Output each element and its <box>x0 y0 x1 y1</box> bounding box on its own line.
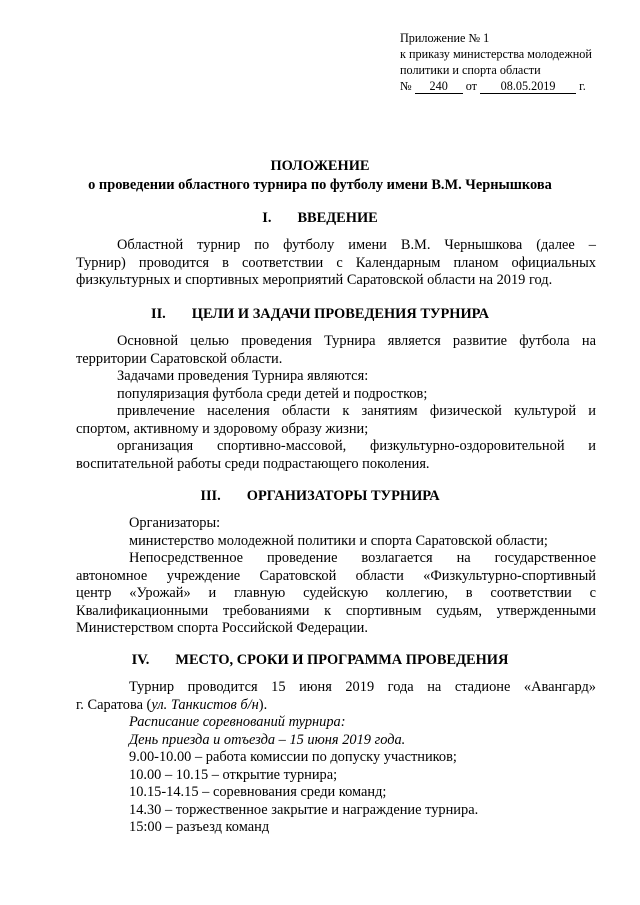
venue-city: г. Саратова ( <box>76 696 152 713</box>
goals-line-4: популяризация футбола среди детей и подростков; <box>117 385 428 402</box>
order-date-label: от <box>465 79 477 93</box>
goals-line-3: Задачами проведения Турнира являются: <box>117 368 369 384</box>
section-4-title: МЕСТО, СРОКИ И ПРОГРАММА ПРОВЕДЕНИЯ <box>175 652 509 668</box>
venue-line-1: Турнир проводится 15 июня 2019 года на стадионе «Авангард» <box>129 679 596 695</box>
schedule-item-3: 10.15-14.15 – соревнования среди команд; <box>129 784 387 800</box>
document-subtitle: о проведении областного турнира по футболу имени В.М. Чернышкова <box>88 177 552 193</box>
section-2-title: ЦЕЛИ И ЗАДАЧИ ПРОВЕДЕНИЯ ТУРНИРА <box>191 306 489 322</box>
appendix-line-2: к приказу министерства молодежной <box>400 47 592 61</box>
organizers-line-4: автономное учреждение Саратовской области «Физкультурно-спортивный <box>76 567 596 584</box>
section-2-number: II. <box>150 306 166 322</box>
schedule-arrival: День приезда и отъезда – 15 июня 2019 года. <box>129 731 406 748</box>
appendix-line-1: Приложение № 1 <box>400 31 490 45</box>
goals-line-5: привлечение населения области к занятиям физической культурой и <box>117 403 596 419</box>
order-date: 08.05.2019 <box>480 80 576 94</box>
section-1-number: I. <box>262 210 272 226</box>
schedule-item-5: 15:00 – разъезд команд <box>129 819 270 835</box>
section-1-heading <box>0 210 640 227</box>
organizers-line-3: Непосредственное проведение возлагается на государственное <box>129 550 596 566</box>
organizers-paragraph <box>76 515 596 638</box>
intro-paragraph <box>76 237 596 290</box>
organizers-line-2: министерство молодежной политики и спорта Саратовской области; <box>129 532 548 549</box>
organizers-line-7: Министерством спорта Российской Федерации. <box>76 620 368 636</box>
schedule-item-4: 14.30 – торжественное закрытие и награждение турнира. <box>129 801 479 818</box>
section-3-number: III. <box>200 488 221 504</box>
intro-line-3: физкультурных и спортивных мероприятий Саратовской области на 2019 год. <box>76 272 553 288</box>
venue-paragraph <box>76 679 596 837</box>
order-number-label: № <box>400 79 412 93</box>
appendix-line-3: политики и спорта области <box>400 63 541 77</box>
section-4-heading <box>0 652 640 669</box>
goals-line-7: организация спортивно-массовой, физкультурно-оздоровительной и <box>117 438 596 454</box>
section-3-heading <box>0 488 640 505</box>
goals-line-8: воспитательной работы среди подрастающего поколения. <box>76 455 430 472</box>
section-3-title: ОРГАНИЗАТОРЫ ТУРНИРА <box>246 488 440 504</box>
schedule-item-1: 9.00-10.00 – работа комиссии по допуску участников; <box>129 749 457 765</box>
goals-line-6: спортом, активному и здоровому образу жизни; <box>76 420 369 437</box>
venue-line-2 <box>76 697 596 715</box>
schedule-item-2: 10.00 – 10.15 – открытие турнира; <box>129 766 338 783</box>
section-4-number: IV. <box>131 652 150 668</box>
section-2-heading <box>0 306 640 323</box>
order-number: 240 <box>415 80 463 94</box>
intro-line-2: Турнир) проводится в соответствии с Календарным планом официальных <box>76 254 596 271</box>
document-title: ПОЛОЖЕНИЕ <box>270 158 370 174</box>
year-suffix: г. <box>579 79 586 93</box>
section-1-title: ВВЕДЕНИЕ <box>297 210 378 226</box>
goals-line-2: территории Саратовской области. <box>76 350 283 367</box>
venue-address: ул. Танкистов б/н <box>151 696 259 713</box>
appendix-header <box>400 30 640 94</box>
organizers-line-5: центр «Урожай» и главную судейскую коллегию, в соответствии с <box>76 585 596 601</box>
organizers-line-6: Квалификационными требованиями к спортивным судьям, утвержденными <box>76 602 596 619</box>
intro-line-1: Областной турнир по футболу имени В.М. Чернышкова (далее – <box>117 237 596 253</box>
appendix-order-line <box>400 78 640 94</box>
goals-paragraph <box>76 333 596 473</box>
organizers-line-1: Организаторы: <box>129 515 221 531</box>
venue-close: ). <box>258 696 268 713</box>
schedule-heading: Расписание соревнований турнира: <box>129 714 346 730</box>
goals-line-1: Основной целью проведения Турнира является развитие футбола на <box>117 333 596 349</box>
